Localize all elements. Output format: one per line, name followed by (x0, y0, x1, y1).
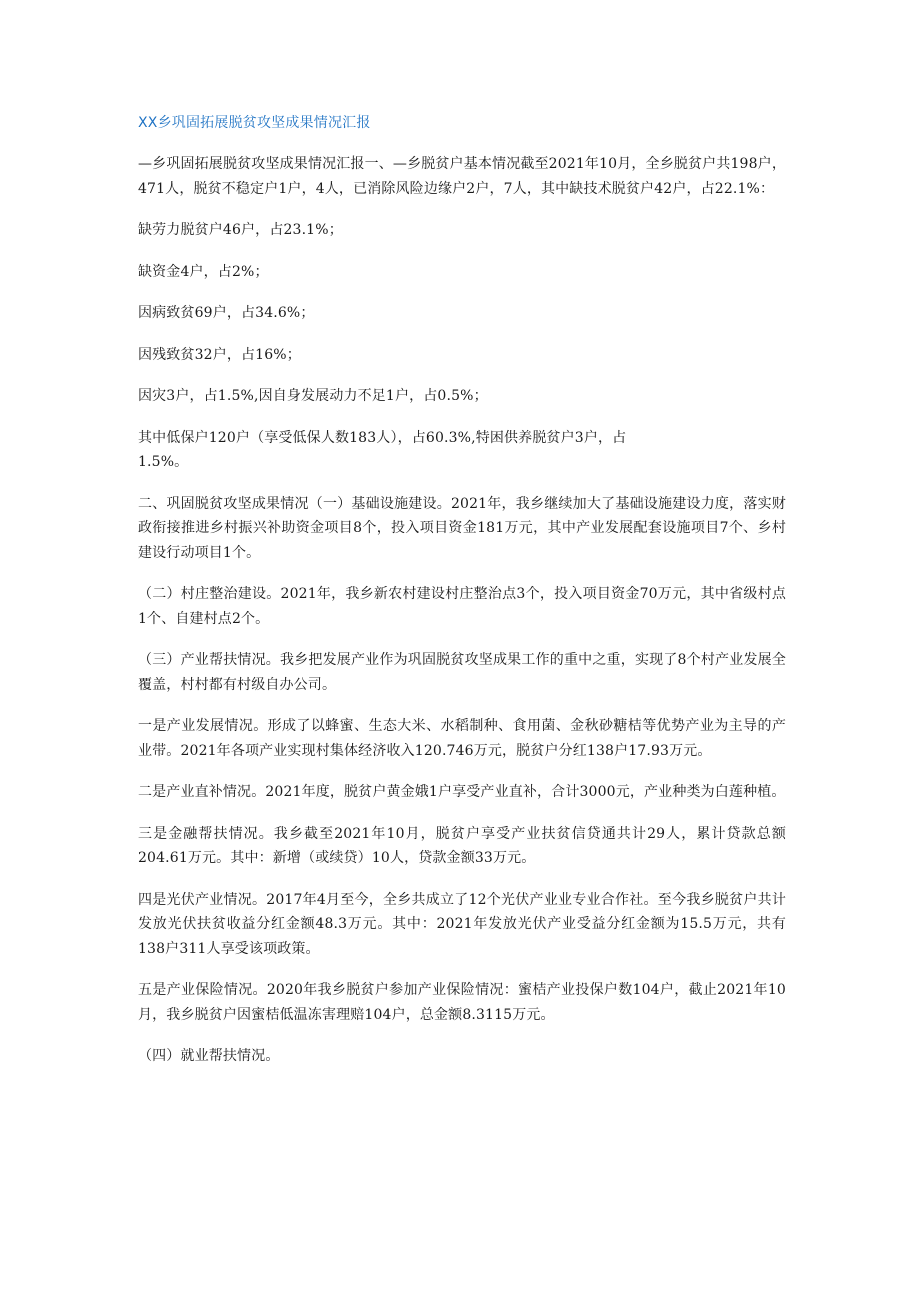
paragraph-basic-situation: —乡巩固拓展脱贫攻坚成果情况汇报一、—乡脱贫户基本情况截至2021年10月，全乡脱贫户共198户，471人，脱贫不稳定户1户，4人，已消除风险边缘户2户，7人，其中缺技术脱贫户42户，占22.1%： (138, 156, 786, 197)
paragraph-industry-support: （三）产业帮扶情况。我乡把发展产业作为巩固脱贫攻坚成果工作的重中之重，实现了8个村产业发展全覆盖，村村都有村级自办公司。 (138, 652, 786, 693)
paragraph-photovoltaic: 四是光伏产业情况。2017年4月至今，全乡共成立了12个光伏产业业专业合作社。至今我乡脱贫户共计发放光伏扶贫收益分红金额48.3万元。其中：2021年发放光伏产业受益分红金额为15.5万元，共有138户311人享受该项政策。 (138, 891, 786, 957)
paragraph-financial-support: 三是金融帮扶情况。我乡截至2021年10月，脱贫户享受产业扶贫信贷通共计29人，累计贷款总额204.61万元。其中：新增（或续贷）10人，贷款金额33万元。 (138, 825, 786, 866)
paragraph-disability: 因残致贫32户，占16%； (138, 346, 301, 363)
paragraph-lack-funds: 缺资金4户，占2%； (138, 263, 269, 280)
paragraph-village-renovation: （二）村庄整治建设。2021年，我乡新农村建设村庄整治点3个，投入项目资金70万元，其中省级村点1个、自建村点2个。 (138, 586, 786, 627)
paragraph-industry-development: 一是产业发展情况。形成了以蜂蜜、生态大米、水稻制种、食用菌、金秋砂糖桔等优势产业为主导的产业带。2021年各项产业实现村集体经济收入120.746万元，脱贫户分红138户17.93万元。 (138, 718, 786, 759)
paragraph-lack-labor: 缺劳力脱贫户46户，占23.1%； (138, 222, 343, 238)
paragraph-low-income: 其中低保户120户（享受低保人数183人），占60.3%,特困供养脱贫户3户，占 1.5%。 (138, 429, 627, 470)
paragraph-insurance: 五是产业保险情况。2020年我乡脱贫户参加产业保险情况：蜜桔产业投保户数104户，截止2021年10月，我乡脱贫户因蜜桔低温冻害理赔104户，总金额8.3115万元。 (138, 982, 786, 1023)
paragraph-disaster: 因灾3户，占1.5%,因自身发展动力不足1户，占0.5%； (138, 388, 488, 404)
paragraph-illness: 因病致贫69户，占34.6%； (138, 305, 315, 321)
paragraph-employment: （四）就业帮扶情况。 (138, 1048, 280, 1064)
document-page (138, 112, 786, 1086)
paragraph-industry-subsidy: 二是产业直补情况。2021年度，脱贫户黄金娥1户享受产业直补，合计3000元，产业种类为白莲种植。 (138, 784, 786, 800)
document-title: XX乡巩固拓展脱贫攻坚成果情况汇报 (138, 115, 371, 131)
paragraph-infrastructure: 二、巩固脱贫攻坚成果情况（一）基础设施建设。2021年，我乡继续加大了基础设施建设力度，落实财政衔接推进乡村振兴补助资金项目8个，投入项目资金181万元，其中产业发展配套设施项目7个、乡村建设行动项目1个。 (138, 495, 786, 561)
